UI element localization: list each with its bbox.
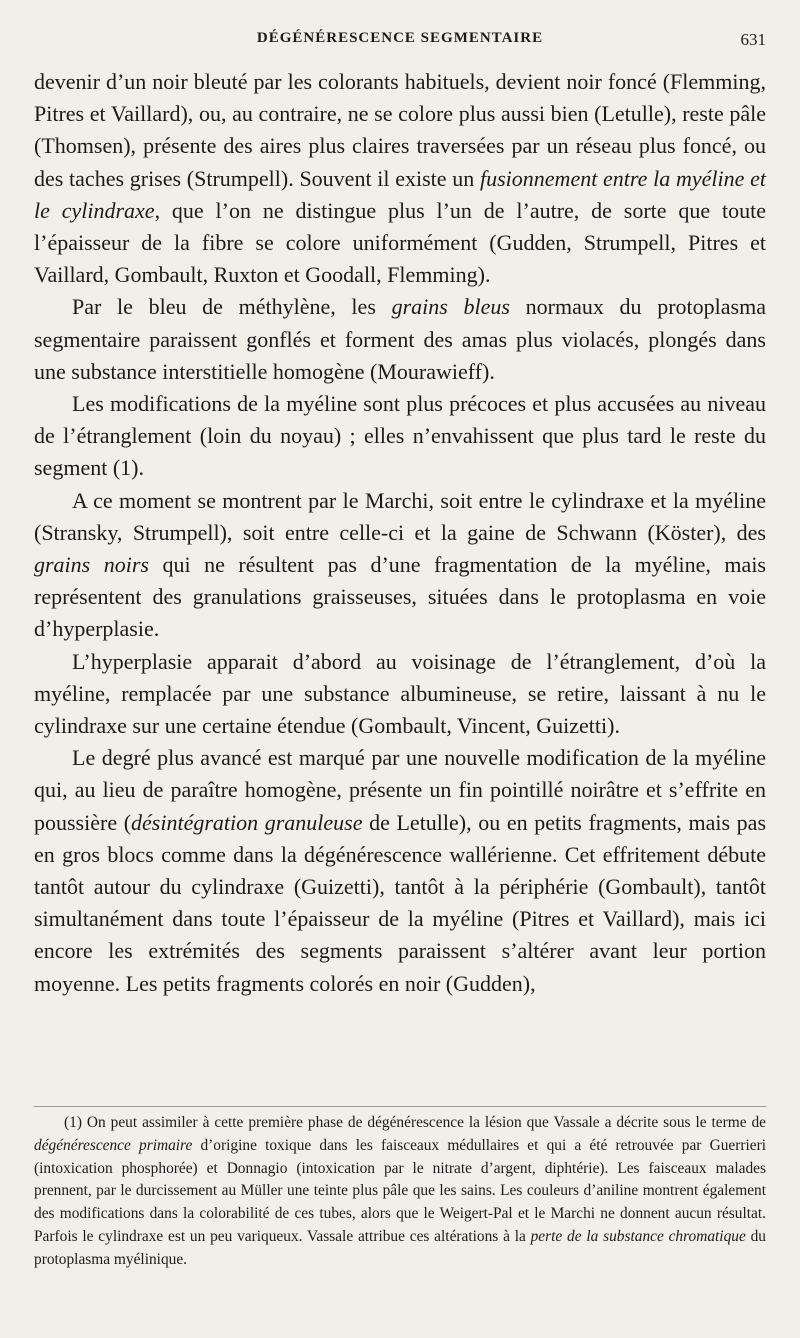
text-span: normaux du protoplasma segmentaire paraissent gonflés et forment des amas plus violacés, plongés dans une substance interstitielle homogène (Mourawieff).	[34, 294, 766, 384]
text-span: , que l’on ne distingue plus l’un de l’autre, de sorte que toute l’épaisseur de la fibre se colore uniformément (Gudden, Strumpell, Pitres et Vaillard, Gombault, Ruxton et Goodall, Flemming).	[34, 197, 766, 288]
paragraph	[34, 66, 766, 291]
italic-span: désintégration granuleuse	[131, 809, 363, 835]
paragraph	[34, 646, 766, 743]
paragraph	[34, 485, 766, 646]
italic-span: grains bleus	[391, 294, 510, 320]
paragraph	[34, 742, 766, 1000]
running-head: DÉGÉNÉRESCENCE SEGMENTAIRE	[256, 30, 544, 46]
text-span: L’hyperplasie apparait d’abord au voisinage de l’étranglement, d’où la myéline, remplacée par une substance albumineuse, se retire, laissant à nu le cylindraxe sur une certaine étendue (Gombault, Vincent, Guizetti).	[34, 648, 766, 739]
text-span: du protoplasma myélinique.	[34, 1227, 766, 1268]
page-number: 631	[740, 30, 766, 49]
italic-span: dégénérescence primaire	[34, 1136, 193, 1154]
paragraph	[34, 388, 766, 485]
footnote	[34, 1112, 766, 1272]
text-span: Le degré plus avancé est marqué par une nouvelle modification de la myéline qui, au lieu de paraître homogène, présente un fin pointillé noirâtre et s’effrite en poussière (	[34, 745, 766, 835]
text-span: devenir d’un noir bleuté par les colorants habituels, devient noir foncé (Flemming, Pitres et Vaillard), ou, au contraire, ne se colore plus aussi bien (Letulle), reste pâle (Thomsen), présente des aires plus claires traversées par un réseau plus foncé, ou des taches grises (Strumpell). Souvent il existe un	[34, 69, 766, 191]
italic-span: perte de la substance chromatique	[530, 1227, 746, 1245]
text-span: Par le bleu de méthylène, les	[72, 294, 392, 320]
text-span: (1) On peut assimiler à cette première phase de dégénérescence la lésion que Vassale a décrite sous le terme de	[64, 1114, 766, 1131]
text-span: d’origine toxique dans les faisceaux médullaires et qui a été retrouvée par Guerrieri (intoxication phosphorée) et Donnagio (intoxication par le nitrate d’argent, diphtérie). Les faisceaux malades prennent, par le durcissement au Müller une teinte plus pâle que les sains. Les couleurs d’aniline montrent également des modifications dans la colorabilité de ces tubes, alors que le Weigert-Pal et le Marchi ne donnent aucun résultat. Parfois le cylindraxe est un peu variqueux. Vassale attribue ces altérations à la	[34, 1136, 767, 1245]
text-span: qui ne résultent pas d’une fragmentation de la myéline, mais représentent des granulations graisseuses, situées dans le protoplasma en voie d’hyperplasie.	[34, 552, 766, 642]
footnote-text	[34, 1112, 766, 1272]
text-span: Les modifications de la myéline sont plus précoces et plus accusées au niveau de l’étranglement (loin du noyau) ; elles n’envahissent que plus tard le reste du segment (1).	[34, 391, 766, 481]
body-text	[34, 66, 766, 1000]
page-header	[34, 30, 766, 54]
italic-span: grains noirs	[34, 552, 149, 578]
footnote-divider	[34, 1106, 766, 1107]
italic-span: fusionnement entre la myéline et le cylindraxe	[34, 165, 766, 223]
text-span: A ce moment se montrent par le Marchi, soit entre le cylindraxe et la myéline (Stransky, Strumpell), soit entre celle-ci et la gaine de Schwann (Köster), des	[34, 487, 766, 545]
paragraph	[34, 291, 766, 388]
text-span: de Letulle), ou en petits fragments, mais pas en gros blocs comme dans la dégénérescence wallérienne. Cet effritement débute tantôt autour du cylindraxe (Guizetti), tantôt à la périphérie (Gombault), tantôt simultanément dans toute l’épaisseur de la myéline (Pitres et Vaillard), mais ici encore les extrémités des segments paraissent s’altérer avant leur portion moyenne. Les petits fragments colorés en noir (Gudden),	[34, 809, 767, 996]
